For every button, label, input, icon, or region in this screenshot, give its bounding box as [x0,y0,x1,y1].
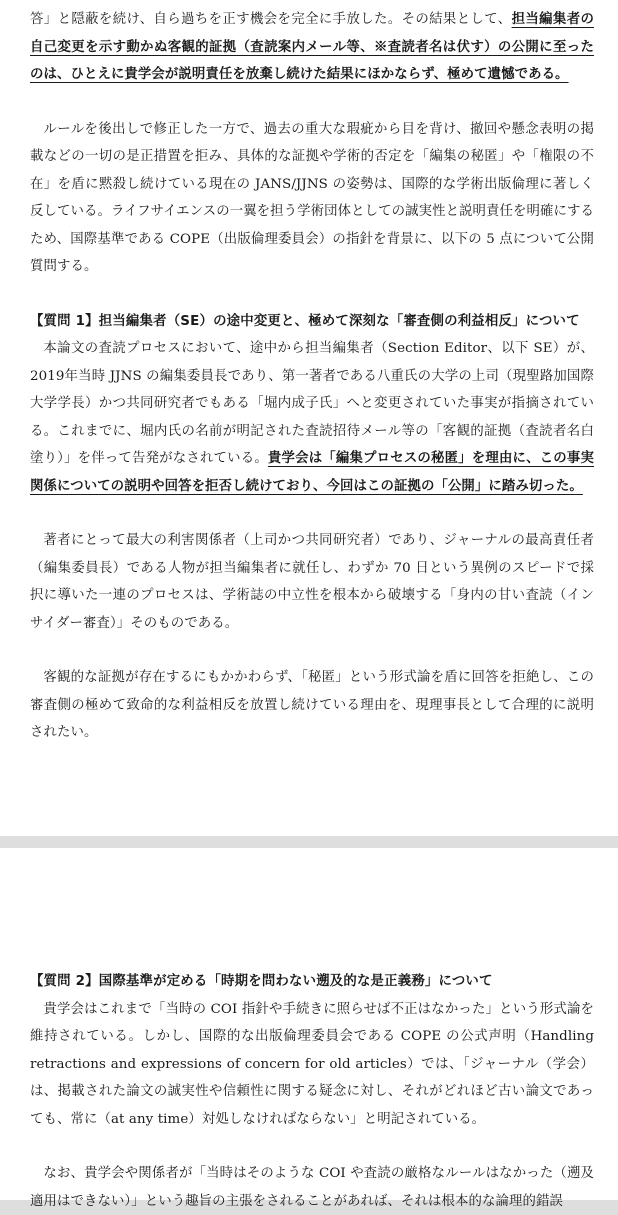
document-page-2 [0,848,618,1209]
page-separator [0,836,618,848]
paragraph-se-change [30,335,594,500]
paragraph-cope-intro: ルールを後出しで修正した一方で、過去の重大な瑕疵から目を背け、撤回や懸念表明の掲載などの一切の是正措置を拒み、具体的な証拠や学術的否定を「編集の秘匿」や「権限の不在」を盾に黙殺し続けている現在の JANS/JJNS の姿勢は、国際的な学術出版倫理に著しく反している。ライフサイエンスの一翼を担う学術団体としての誠実性と説明責任を明確にするため、国際基準である COPE（出版倫理委員会）の指針を背景に、以下の 5 点について公開質問する。 [30,121,594,274]
page-2-content [30,968,594,1215]
underlined-emphasis: 担当編集者の自己変更を示す動かぬ客観的証拠（査読案内メール等、※査読者名は伏す）の公開に至ったのは、ひとえに貴学会が説明責任を放棄し続けた結果にほかならず、極めて遺憾である。 [30,11,594,82]
paragraph-continuation [30,6,594,89]
page-1-content [30,6,594,747]
underlined-emphasis: 貴学会は「編集プロセスの秘匿」を理由に、この事実関係についての説明や回答を拒否し続けており、今回はこの証拠の「公開」に踏み切った。 [30,450,594,494]
question-1-heading: 【質問 1】担当編集者（SE）の途中変更と、極めて深刻な「審査側の利益相反」について [30,313,580,329]
paragraph-request-explanation: 客観的な証拠が存在するにもかかわらず、「秘匿」という形式論を盾に回答を拒絶し、この審査側の極めて致命的な利益相反を放置し続けている理由を、現理事長として合理的に説明されたい。 [30,670,594,740]
paragraph-cope-statement: 貴学会はこれまで「当時の COI 指針や手続きに照らせば不正はなかった」という形式論を維持されている。しかし、国際的な出版倫理委員会である COPE の公式声明（Handling retractions and expressions of concern for old articles）では、「ジャーナル（学会）は、掲載された論文の誠実性や信頼性に関する疑念に対し、それがどれほど古い論文であっても、常に（at any time）対処しなければならない」と明記されている。 [30,1001,594,1127]
paragraph-insider-review: 著者にとって最大の利害関係者（上司かつ共同研究者）であり、ジャーナルの最高責任者（編集委員長）である人物が担当編集者に就任し、わずか 70 日という異例のスピードで採択に導いた一連のプロセスは、学術誌の中立性を根本から破壊する「身内の甘い査読（インサイダー審査）」そのものである。 [30,533,594,631]
question-2-heading: 【質問 2】国際基準が定める「時期を問わない遡及的な是正義務」について [30,974,493,989]
paragraph-retroactive: なお、貴学会や関係者が「当時はそのような COI や査読の厳格なルールはなかった（遡及適用はできない）」という趣旨の主張をされることがあれば、それは根本的な論理的錯誤 [30,1166,594,1209]
paragraph-text: 答」と隠蔽を続け、自ら過ちを正す機会を完全に手放した。その結果として、 [30,12,512,27]
paragraph-text: 本論文の査読プロセスにおいて、途中から担当編集者（Section Editor、以下 SE）が、2019年当時 JJNS の編集委員長であり、第一著者である八重氏の大学の上司（現聖路加国際大学学長）かつ共同研究者でもある「堀内成子氏」へと変更されていた事実が指摘されている。これまでに、堀内氏の名前が明記された査読招待メール等の「客観的証拠（査読者名白塗り）」を伴って告発がなされている。 [30,341,594,466]
